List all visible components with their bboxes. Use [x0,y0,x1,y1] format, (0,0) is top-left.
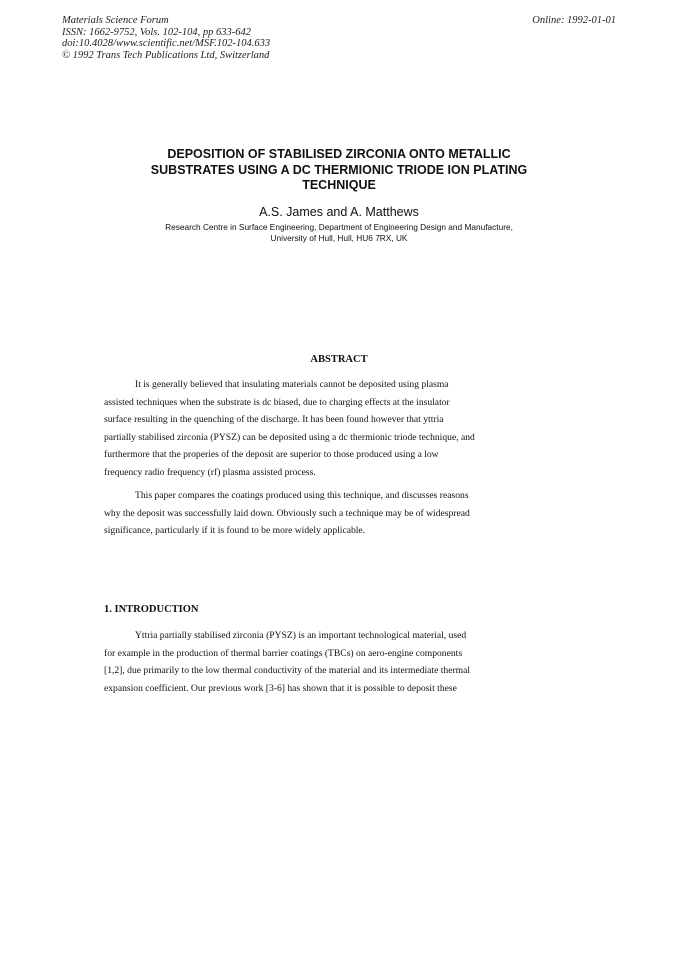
text-line: for example in the production of thermal barrier coatings (TBCs) on aero-engine components [104,647,463,659]
text-line: surface resulting in the quenching of the discharge. It has been found however that yttria [104,414,444,425]
affiliation-line: University of Hull, Hull, HU6 7RX, UK [270,233,408,243]
title-line: DEPOSITION OF STABILISED ZIRCONIA ONTO METALLIC [167,147,511,161]
journal-citation-header [62,15,270,61]
doi-line: doi:10.4028/www.scientific.net/MSF.102-104.633 [62,38,271,49]
online-date: Online: 1992-01-01 [532,15,616,26]
text-line: significance, particularly if it is found to be more widely applicable. [104,525,366,536]
paper-title [0,147,678,194]
abstract-paragraph-2 [104,487,470,540]
text-line: It is generally believed that insulating materials cannot be deposited using plasma [135,379,449,390]
text-line: expansion coefficient. Our previous work [3-6] has shown that it is possible to deposit these [104,682,457,694]
title-line: TECHNIQUE [302,178,376,192]
title-line: SUBSTRATES USING A DC THERMIONIC TRIODE ION PLATING [150,162,528,177]
abstract-paragraph-1 [104,376,475,481]
text-line: why the deposit was successfully laid down. Obviously such a technique may be of widespread [104,507,470,519]
issn-line: ISSN: 1662-9752, Vols. 102-104, pp 633-642 [62,26,251,38]
introduction-paragraph-1 [104,627,470,697]
introduction-heading: 1. INTRODUCTION [104,604,199,615]
copyright-line: © 1992 Trans Tech Publications Ltd, Switzerland [62,49,270,61]
abstract-heading: ABSTRACT [310,354,368,365]
authors: A.S. James and A. Matthews [259,205,419,219]
text-line: Yttria partially stabilised zirconia (PYSZ) is an important technological material, used [135,630,467,641]
text-line: assisted techniques when the substrate is dc biased, due to charging effects at the insulator [104,396,450,408]
text-line: [1,2], due primarily to the low thermal conductivity of the material and its intermediate thermal [104,665,471,676]
text-line: This paper compares the coatings produced using this technique, and discusses reasons [135,490,469,501]
affiliation-line: Research Centre in Surface Engineering, Department of Engineering Design and Manufacture, [165,222,513,232]
journal-name: Materials Science Forum [62,15,169,26]
text-line: furthermore that the properies of the deposit are superior to those produced using a low [104,449,439,460]
text-line: partially stabilised zirconia (PYSZ) can be deposited using a dc thermionic triode technique, and [104,431,475,443]
text-line: frequency radio frequency (rf) plasma assisted process. [104,466,316,478]
affiliation [0,222,678,244]
